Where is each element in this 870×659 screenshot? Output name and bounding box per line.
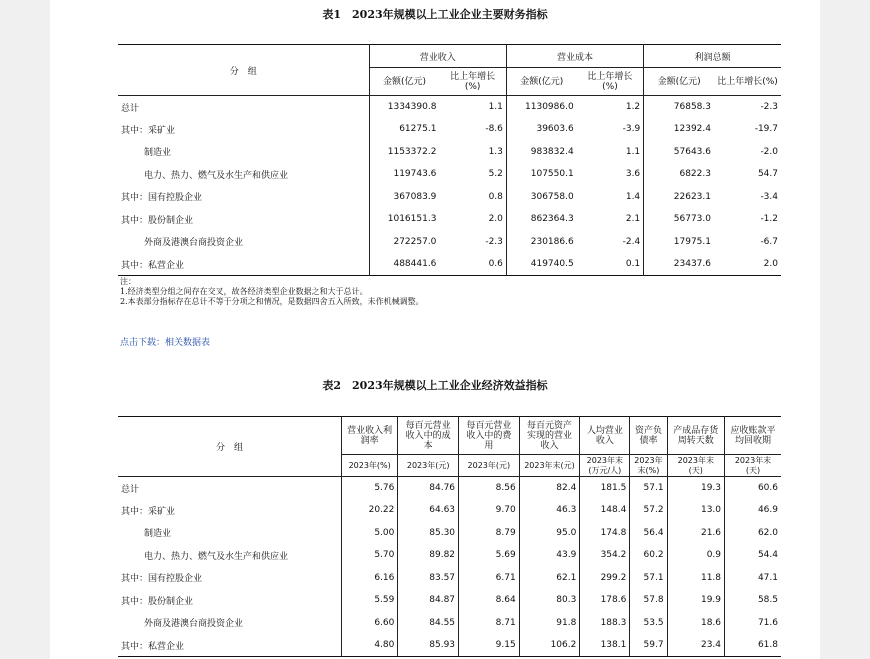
table-row (118, 186, 781, 209)
table1-title: 表1 2023年规模以上工业企业主要财务指标 (322, 8, 548, 21)
table-cell: 354.2 (580, 544, 630, 567)
table2-col-header: 资产负债率 (630, 417, 667, 455)
document-page (50, 0, 820, 659)
table-cell: 57.8 (630, 589, 667, 612)
table-cell: 82.4 (519, 477, 580, 500)
table2-group-header: 分 组 (118, 417, 341, 477)
row-label: 其中：采矿业 (121, 506, 176, 517)
table1-col-revenue: 营业收入 (369, 45, 506, 68)
table-cell: 54.4 (725, 544, 781, 567)
table-cell: 8.79 (459, 522, 520, 545)
table1 (118, 44, 781, 276)
table-cell: 5.76 (341, 477, 397, 500)
table1-col-profit: 利润总额 (644, 45, 781, 68)
table-cell: 188.3 (580, 612, 630, 635)
row-label: 其中：国有控股企业 (121, 193, 203, 204)
table-cell: 6822.3 (644, 163, 714, 186)
table-cell: 1.1 (488, 102, 503, 112)
table-cell: 2.0 (763, 259, 778, 269)
table2-col-unit: 2023年(元) (459, 455, 520, 477)
table-cell: 61275.1 (369, 118, 439, 141)
table-cell: 1.3 (488, 146, 503, 157)
table-cell: 1.2 (625, 102, 641, 112)
table-cell: 54.7 (757, 169, 778, 180)
table2-col-header: 人均营业收入 (580, 417, 630, 455)
table-cell: 5.69 (459, 544, 520, 567)
table-cell: 2.0 (488, 214, 503, 225)
table-cell: 23.4 (667, 634, 724, 657)
table-cell: 9.15 (459, 634, 520, 657)
table-cell: 419740.5 (506, 253, 576, 276)
table-cell: -2.4 (622, 236, 641, 247)
table-cell: 71.6 (725, 612, 781, 635)
table-cell: 64.63 (398, 499, 459, 522)
table-cell: 107550.1 (506, 163, 576, 186)
row-label: 其中：国有控股企业 (121, 574, 203, 585)
row-label: 其中：采矿业 (121, 125, 176, 136)
table-row (118, 163, 781, 186)
table-cell: 1.1 (625, 146, 641, 157)
table-cell: 39603.6 (506, 118, 576, 141)
table-cell: 8.64 (459, 589, 520, 612)
table-cell: -8.6 (485, 124, 503, 135)
table1-group-header: 分 组 (118, 45, 369, 96)
table2-col-header: 营业收入利润率 (341, 417, 397, 455)
table-cell: 80.3 (519, 589, 580, 612)
table-cell: 3.6 (625, 169, 641, 180)
table-cell: -2.3 (760, 102, 778, 112)
note-1: 1.经济类型分组之间存在交叉，故各经济类型企业数据之和大于总计。 (120, 287, 368, 296)
table-cell: 19.9 (667, 589, 724, 612)
table-cell: 47.1 (725, 567, 781, 590)
table-cell: 5.2 (488, 169, 503, 180)
table-cell: 230186.6 (506, 231, 576, 254)
table-row (118, 141, 781, 164)
table-cell: 13.0 (667, 499, 724, 522)
row-label: 制造业 (144, 529, 172, 540)
table-cell: 6.71 (459, 567, 520, 590)
table-cell: 2.1 (625, 214, 641, 225)
row-label: 外商及港澳台商投资企业 (144, 619, 244, 630)
table-cell: 57643.6 (644, 141, 714, 164)
table-cell: 95.0 (519, 522, 580, 545)
table-cell: 62.0 (725, 522, 781, 545)
table-cell: 1016151.3 (369, 208, 439, 231)
table-cell: 12392.4 (644, 118, 714, 141)
table-cell: 84.76 (398, 477, 459, 500)
table-cell: 62.1 (519, 567, 580, 590)
table-row (118, 118, 781, 141)
table2-col-unit: 2023年末(天) (667, 455, 724, 477)
table-cell: 367083.9 (369, 186, 439, 209)
table-cell: 8.56 (459, 477, 520, 500)
table-cell: 0.6 (488, 259, 503, 269)
note-2: 2.本表部分指标存在总计不等于分项之和情况，是数据四舍五入所致，未作机械调整。 (120, 297, 424, 306)
table-cell: -1.2 (760, 214, 778, 225)
table-cell: -2.3 (485, 236, 503, 247)
table-cell: 983832.4 (506, 141, 576, 164)
table-cell: 60.6 (725, 477, 781, 500)
table2-col-unit: 2023年末(%) (630, 455, 667, 477)
row-label: 外商及港澳台商投资企业 (144, 238, 244, 249)
table-row (118, 96, 781, 119)
table-cell: 1334390.8 (369, 96, 439, 119)
table-cell: 0.9 (667, 544, 724, 567)
table-cell: 17975.1 (644, 231, 714, 254)
table-cell: 119743.6 (369, 163, 439, 186)
table-cell: 46.3 (519, 499, 580, 522)
table1-sub-amount: 金额(亿元) (369, 68, 439, 96)
table-cell: 178.6 (580, 589, 630, 612)
table2-col-unit: 2023年(%) (341, 455, 397, 477)
table2-col-header: 每百元营业收入中的成本 (398, 417, 459, 455)
notes-head: 注： (120, 277, 136, 286)
table-cell: -3.4 (760, 191, 778, 202)
table-row (118, 231, 781, 254)
table-cell: 91.8 (519, 612, 580, 635)
table-cell: 58.5 (725, 589, 781, 612)
table-row (118, 634, 781, 657)
row-label: 其中：股份制企业 (121, 215, 194, 226)
table-cell: 18.6 (667, 612, 724, 635)
table-cell: 21.6 (667, 522, 724, 545)
table2-col-header: 每百元营业收入中的费用 (459, 417, 520, 455)
table-cell: -2.0 (760, 146, 778, 157)
table2-col-header: 应收账款平均回收期 (725, 417, 781, 455)
table-cell: 5.59 (341, 589, 397, 612)
table-row (118, 612, 781, 635)
table-row (118, 253, 781, 276)
table-cell: 83.57 (398, 567, 459, 590)
table-cell: -3.9 (622, 124, 641, 135)
table-cell: 22623.1 (644, 186, 714, 209)
table-cell: 4.80 (341, 634, 397, 657)
table-cell: 84.87 (398, 589, 459, 612)
table2-col-unit: 2023年末(元) (519, 455, 580, 477)
table-row (118, 589, 781, 612)
table-cell: 148.4 (580, 499, 630, 522)
table-cell: 9.70 (459, 499, 520, 522)
table-cell: 181.5 (580, 477, 630, 500)
table-cell: 6.60 (341, 612, 397, 635)
row-label: 其中：私营企业 (121, 641, 185, 652)
table-cell: 299.2 (580, 567, 630, 590)
row-label: 总计 (121, 103, 140, 114)
table-cell: 272257.0 (369, 231, 439, 254)
table2 (118, 416, 781, 657)
table-cell: 57.2 (630, 499, 667, 522)
table-cell: 862364.3 (506, 208, 576, 231)
table1-sub-growth: 比上年增长(%) (439, 68, 506, 96)
table-cell: 306758.0 (506, 186, 576, 209)
table1-sub-growth: 比上年增长(%) (577, 68, 644, 96)
table2-col-unit: 2023年末(天) (725, 455, 781, 477)
table-cell: 1153372.2 (369, 141, 439, 164)
table-cell: 57.1 (630, 477, 667, 500)
table-row (118, 544, 781, 567)
table-cell: 488441.6 (369, 253, 439, 276)
table-cell: 0.8 (488, 191, 503, 202)
table-cell: 20.22 (341, 499, 397, 522)
table2-col-unit: 2023年末(万元/人) (580, 455, 630, 477)
table-cell: 57.1 (630, 567, 667, 590)
table-cell: 6.16 (341, 567, 397, 590)
table-cell: 85.93 (398, 634, 459, 657)
row-label: 其中：私营企业 (121, 260, 185, 271)
table-row (118, 567, 781, 590)
table2-col-unit: 2023年(元) (398, 455, 459, 477)
table-cell: 1.4 (625, 191, 641, 202)
row-label: 电力、热力、燃气及水生产和供应业 (144, 170, 289, 181)
table-cell: 5.00 (341, 522, 397, 545)
table-cell: 85.30 (398, 522, 459, 545)
table2-col-header: 产成品存货周转天数 (667, 417, 724, 455)
download-link[interactable]: 点击下载：相关数据表 (120, 338, 211, 348)
table1-col-cost: 营业成本 (506, 45, 643, 68)
table-cell: 61.8 (725, 634, 781, 657)
table-cell: 60.2 (630, 544, 667, 567)
table-cell: -6.7 (760, 236, 778, 247)
table-cell: 56.4 (630, 522, 667, 545)
table1-sub-amount: 金额(亿元) (644, 68, 714, 96)
table-cell: 53.5 (630, 612, 667, 635)
row-label: 电力、热力、燃气及水生产和供应业 (144, 551, 289, 562)
table2-title: 表2 2023年规模以上工业企业经济效益指标 (322, 379, 548, 392)
table1-sub-growth: 比上年增长(%) (714, 68, 781, 96)
table-row (118, 499, 781, 522)
table-cell: 43.9 (519, 544, 580, 567)
table-cell: -19.7 (754, 124, 778, 135)
table-cell: 8.71 (459, 612, 520, 635)
table-cell: 11.8 (667, 567, 724, 590)
table-cell: 138.1 (580, 634, 630, 657)
row-label: 其中：股份制企业 (121, 596, 194, 607)
table-cell: 89.82 (398, 544, 459, 567)
table-cell: 84.55 (398, 612, 459, 635)
table-row (118, 522, 781, 545)
table-cell: 19.3 (667, 477, 724, 500)
table1-notes (120, 277, 424, 307)
table-row (118, 208, 781, 231)
table-cell: 56773.0 (644, 208, 714, 231)
table-cell: 174.8 (580, 522, 630, 545)
table-cell: 59.7 (630, 634, 667, 657)
table-cell: 46.9 (725, 499, 781, 522)
table-cell: 5.70 (341, 544, 397, 567)
row-label: 制造业 (144, 148, 172, 159)
row-label: 总计 (121, 484, 140, 495)
table2-col-header: 每百元资产实现的营业收入 (519, 417, 580, 455)
table-cell: 76858.3 (644, 96, 714, 119)
table-cell: 0.1 (625, 259, 641, 269)
table-row (118, 477, 781, 500)
table1-sub-amount: 金额(亿元) (506, 68, 576, 96)
table-cell: 1130986.0 (506, 96, 576, 119)
table-cell: 106.2 (519, 634, 580, 657)
table-cell: 23437.6 (644, 253, 714, 276)
